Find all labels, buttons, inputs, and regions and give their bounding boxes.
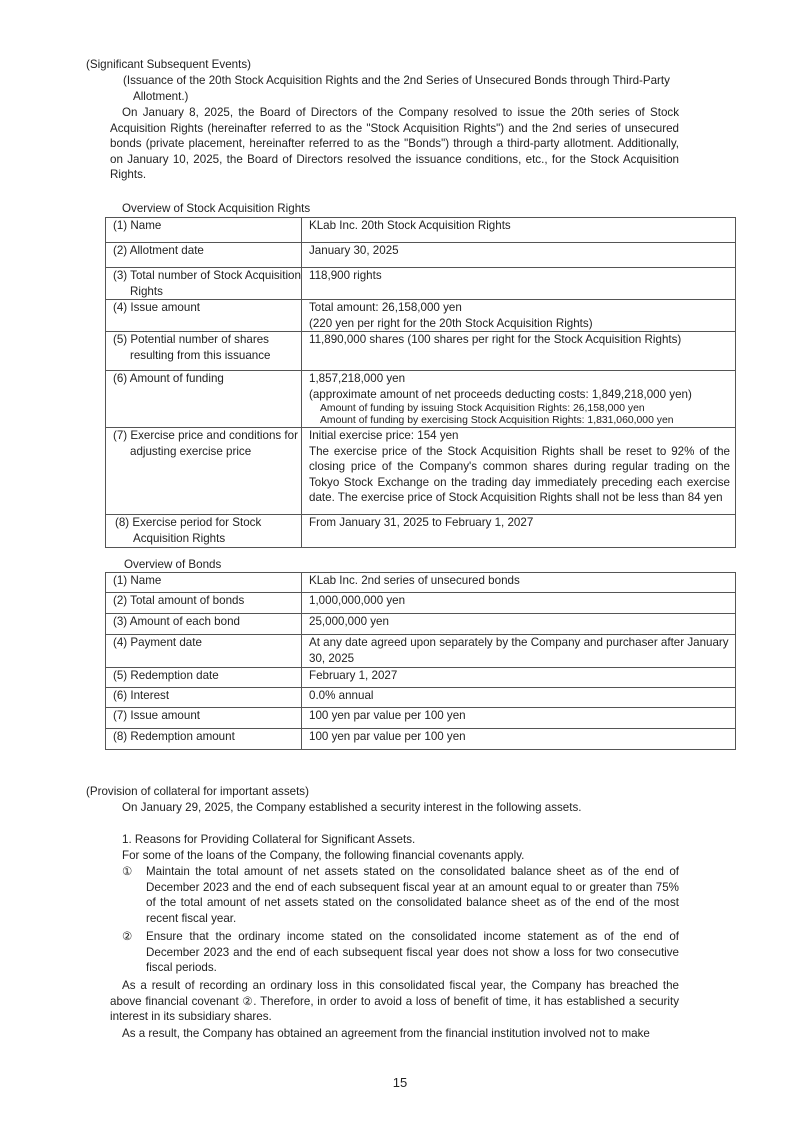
row-label: (5) Redemption date: [106, 668, 302, 688]
table-row: [106, 243, 736, 268]
agreement-paragraph: As a result, the Company has obtained an agreement from the financial institution involved not to make: [122, 1027, 650, 1040]
covenant-list-item: [122, 864, 679, 926]
table-row: [106, 708, 736, 729]
row-value-line: Initial exercise price: 154 yen: [309, 428, 459, 442]
table-row: [106, 688, 736, 708]
row-value: 1,000,000,000 yen: [302, 593, 736, 614]
table-row: [106, 371, 736, 428]
table-row: [106, 427, 736, 514]
row-value-line: 1,857,218,000 yen: [309, 372, 406, 386]
page-number: 15: [392, 1075, 408, 1090]
bonds-table: [105, 572, 736, 750]
funding-note: Amount of funding by exercising Stock Acquisition Rights: 1,831,060,000 yen: [320, 414, 674, 426]
row-value: February 1, 2027: [302, 668, 736, 688]
row-label: (8) Redemption amount: [106, 729, 302, 750]
table-row: [106, 614, 736, 635]
table-row: [106, 300, 736, 332]
breach-paragraph: As a result of recording an ordinary loss in this consolidated fiscal year, the Company has breached the above financial covenant ②. Therefore, in order to avoid a loss of benefit of time, it has established a security interest in its subsidiary shares.: [110, 979, 679, 1024]
row-label: [106, 427, 302, 514]
row-label: (6) Amount of funding: [106, 371, 302, 428]
row-label: [106, 268, 302, 300]
table-row: [106, 635, 736, 668]
item-text: Maintain the total amount of net assets stated on the consolidated balance sheet as of the end of December 2023 and the end of each subsequent fiscal year at an amount equal to or greater than 75% of the total amount of net assets stated on the consolidated balance sheet as of the end of the most recent fiscal year.: [146, 865, 679, 925]
row-value: 25,000,000 yen: [302, 614, 736, 635]
item-text: Ensure that the ordinary income stated on the consolidated income statement as of the end of December 2023 and the end of each subsequent fiscal year does not show a loss for two consecutive fiscal periods.: [146, 930, 679, 975]
row-value: 0.0% annual: [302, 688, 736, 708]
collateral-heading: 1. Reasons for Providing Collateral for Significant Assets.: [122, 833, 416, 846]
item-marker: ①: [122, 865, 133, 878]
row-value: KLab Inc. 20th Stock Acquisition Rights: [302, 218, 736, 243]
table-row: [106, 218, 736, 243]
bonds-table-title: Overview of Bonds: [124, 558, 222, 571]
row-value-line: Total amount: 26,158,000 yen: [309, 301, 462, 315]
row-label: [106, 514, 302, 547]
section-title-subsequent-events: (Significant Subsequent Events): [86, 58, 251, 71]
table-row: [106, 729, 736, 750]
row-label: (4) Payment date: [106, 635, 302, 668]
collateral-intro: On January 29, 2025, the Company established a security interest in the following assets.: [122, 801, 582, 814]
row-label-text: (3) Total number of Stock Acquisition Rights: [113, 269, 301, 298]
covenant-list-item: [122, 929, 679, 976]
row-value-line: (approximate amount of net proceeds deducting costs: 1,849,218,000 yen): [309, 387, 692, 401]
row-value: At any date agreed upon separately by the Company and purchaser after January 30, 2025: [302, 635, 736, 668]
row-value: January 30, 2025: [302, 243, 736, 268]
table-row: [106, 514, 736, 547]
row-label: (1) Name: [106, 573, 302, 593]
row-value-line: The exercise price of the Stock Acquisition Rights shall be reset to 92% of the closing price of the Company's common shares during regular trading on the Tokyo Stock Exchange on the trading day immediately preceding each exercise date. The exercise price of Stock Acquisition Rights shall not be less than 84 yen: [309, 444, 730, 505]
row-label: [106, 332, 302, 371]
row-value: KLab Inc. 2nd series of unsecured bonds: [302, 573, 736, 593]
table-row: [106, 573, 736, 593]
table-row: [106, 593, 736, 614]
table-row: [106, 268, 736, 300]
row-value: 11,890,000 shares (100 shares per right for the Stock Acquisition Rights): [302, 332, 736, 371]
row-label-text: (5) Potential number of shares resulting from this issuance: [113, 333, 271, 362]
section-title-collateral: (Provision of collateral for important assets): [86, 785, 309, 798]
item-marker: ②: [122, 930, 133, 943]
row-value: [302, 371, 736, 428]
row-value-line: (220 yen per right for the 20th Stock Acquisition Rights): [309, 316, 593, 330]
stock-acquisition-rights-table: [105, 217, 736, 548]
covenant-intro: For some of the loans of the Company, the following financial covenants apply.: [122, 849, 525, 862]
row-value: [302, 300, 736, 332]
row-label: (2) Allotment date: [106, 243, 302, 268]
row-value: 100 yen par value per 100 yen: [302, 708, 736, 729]
row-label: (1) Name: [106, 218, 302, 243]
row-label-text: (7) Exercise price and conditions for adjusting exercise price: [113, 428, 298, 458]
table-row: [106, 668, 736, 688]
row-label: (2) Total amount of bonds: [106, 593, 302, 614]
subtitle-text: (Issuance of the 20th Stock Acquisition Rights and the 2nd Series of Unsecured Bonds through Third-Party Allotment.): [123, 74, 670, 103]
funding-note: Amount of funding by issuing Stock Acquisition Rights: 26,158,000 yen: [320, 402, 645, 414]
row-value: 118,900 rights: [302, 268, 736, 300]
row-label: (6) Interest: [106, 688, 302, 708]
rights-table-title: Overview of Stock Acquisition Rights: [122, 202, 311, 215]
row-value: 100 yen par value per 100 yen: [302, 729, 736, 750]
issuance-paragraph: On January 8, 2025, the Board of Directors of the Company resolved to issue the 20th series of Stock Acquisition Rights (hereinafter referred to as the "Stock Acquisition Rights") and the 2nd series of unsecured bonds (private placement, hereinafter referred to as the "Bonds") through a third-party allotment. Additionally, on January 10, 2025, the Board of Directors resolved the issuance conditions, etc., for the Stock Acquisition Rights.: [110, 106, 679, 182]
row-label: (4) Issue amount: [106, 300, 302, 332]
row-label: (7) Issue amount: [106, 708, 302, 729]
table-row: [106, 332, 736, 371]
row-label-text: (8) Exercise period for Stock Acquisition Rights: [115, 515, 262, 545]
row-value: From January 31, 2025 to February 1, 2027: [302, 514, 736, 547]
section-subtitle-issuance: [123, 73, 675, 104]
row-value: [302, 427, 736, 514]
row-label: (3) Amount of each bond: [106, 614, 302, 635]
